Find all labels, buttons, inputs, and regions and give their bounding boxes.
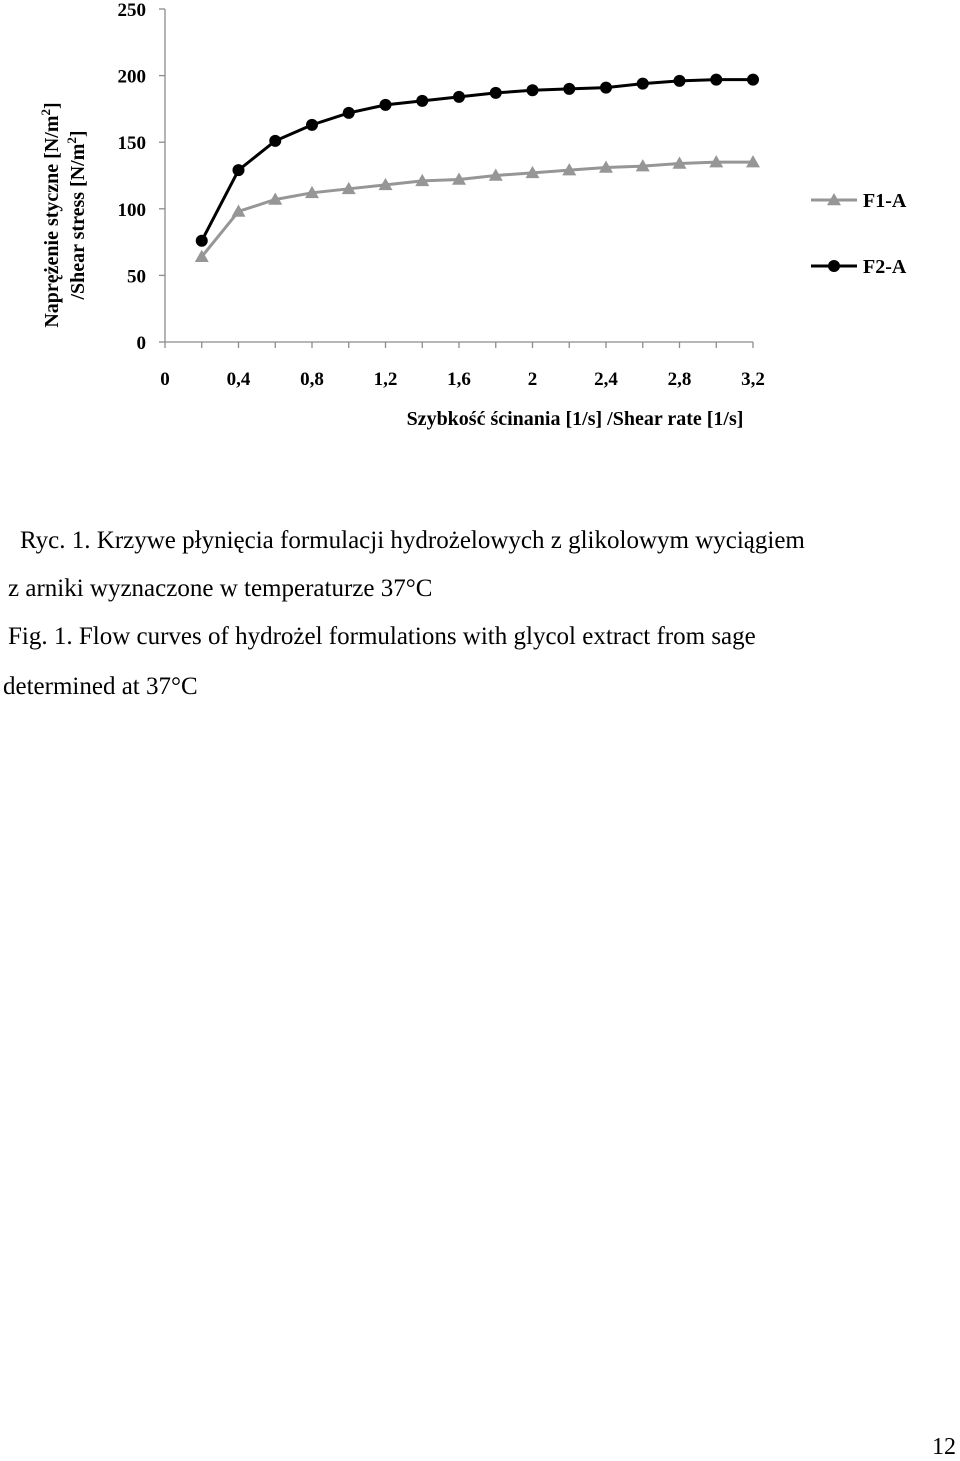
data-point-f2-a (343, 107, 355, 119)
data-point-f2-a (600, 82, 612, 94)
x-tick-label: 0 (160, 369, 170, 390)
y-axis-title-line1: Naprężenie styczne $[N/m^2]$ (38, 102, 63, 328)
y-tick-label: 100 (117, 199, 146, 221)
chart-legend (811, 190, 907, 278)
data-point-f2-a (710, 74, 722, 86)
data-point-f2-a (747, 74, 759, 86)
page-number: 12 (932, 1434, 956, 1460)
data-point-f2-a (196, 235, 208, 247)
data-point-f2-a (527, 84, 539, 96)
data-point-f2-a (674, 75, 686, 87)
flow-curves-chart (0, 0, 960, 460)
legend-label-f1-a: F1-A (863, 190, 907, 212)
caption-pl-line1: Ryc. 1. Krzywe płynięcia formulacji hydrożelowych z glikolowym wyciągiem (20, 527, 805, 554)
legend-label-f2-a: F2-A (863, 256, 907, 278)
series-f1-a (195, 155, 760, 262)
data-point-f2-a (563, 83, 575, 95)
legend-item-f2-a (811, 256, 907, 278)
y-tick-label: 200 (117, 66, 146, 88)
data-point-f2-a (269, 135, 281, 147)
y-tick-label: 150 (117, 133, 146, 155)
y-tick-label: 0 (136, 333, 146, 354)
y-axis-ticks (118, 0, 166, 354)
legend-item-f1-a (811, 190, 907, 212)
data-point-f2-a (637, 78, 649, 90)
caption-pl-line2: z arniki wyznaczone w temperaturze 37°C (8, 575, 433, 602)
x-tick-label: 3,2 (741, 369, 765, 390)
x-tick-label: 2,8 (667, 369, 692, 390)
data-point-f2-a (233, 164, 245, 176)
x-tick-label: 0,4 (226, 369, 251, 390)
x-tick-label: 1,2 (373, 369, 398, 390)
x-tick-label: 2,4 (594, 369, 618, 390)
series-f2-a (196, 74, 759, 247)
data-point-f2-a (490, 87, 502, 99)
y-tick-label: 50 (127, 266, 146, 288)
y-axis-title-line2: /Shear stress $[N/m^2]$ (64, 130, 89, 300)
data-point-f2-a (453, 91, 465, 103)
data-point-f2-a (416, 95, 428, 107)
data-point-f2-a (380, 99, 392, 111)
x-tick-label: 0,8 (300, 369, 324, 390)
series-line-f1-a (202, 162, 753, 257)
series-layer (195, 74, 760, 262)
data-point-f2-a (306, 119, 318, 131)
y-tick-label: 250 (117, 0, 146, 21)
legend-marker-f2-a (828, 260, 840, 272)
x-axis-ticks (160, 342, 765, 390)
x-axis-title: Szybkość ścinania [1/s] /Shear rate [1/s] (406, 408, 744, 430)
x-tick-label: 1,6 (447, 369, 471, 390)
caption-en-line2: determined at 37°C (3, 673, 198, 700)
caption-en-line1: Fig. 1. Flow curves of hydrożel formulations with glycol extract from sage (8, 623, 756, 650)
x-tick-label: 2 (527, 369, 538, 390)
series-line-f2-a (202, 80, 753, 241)
